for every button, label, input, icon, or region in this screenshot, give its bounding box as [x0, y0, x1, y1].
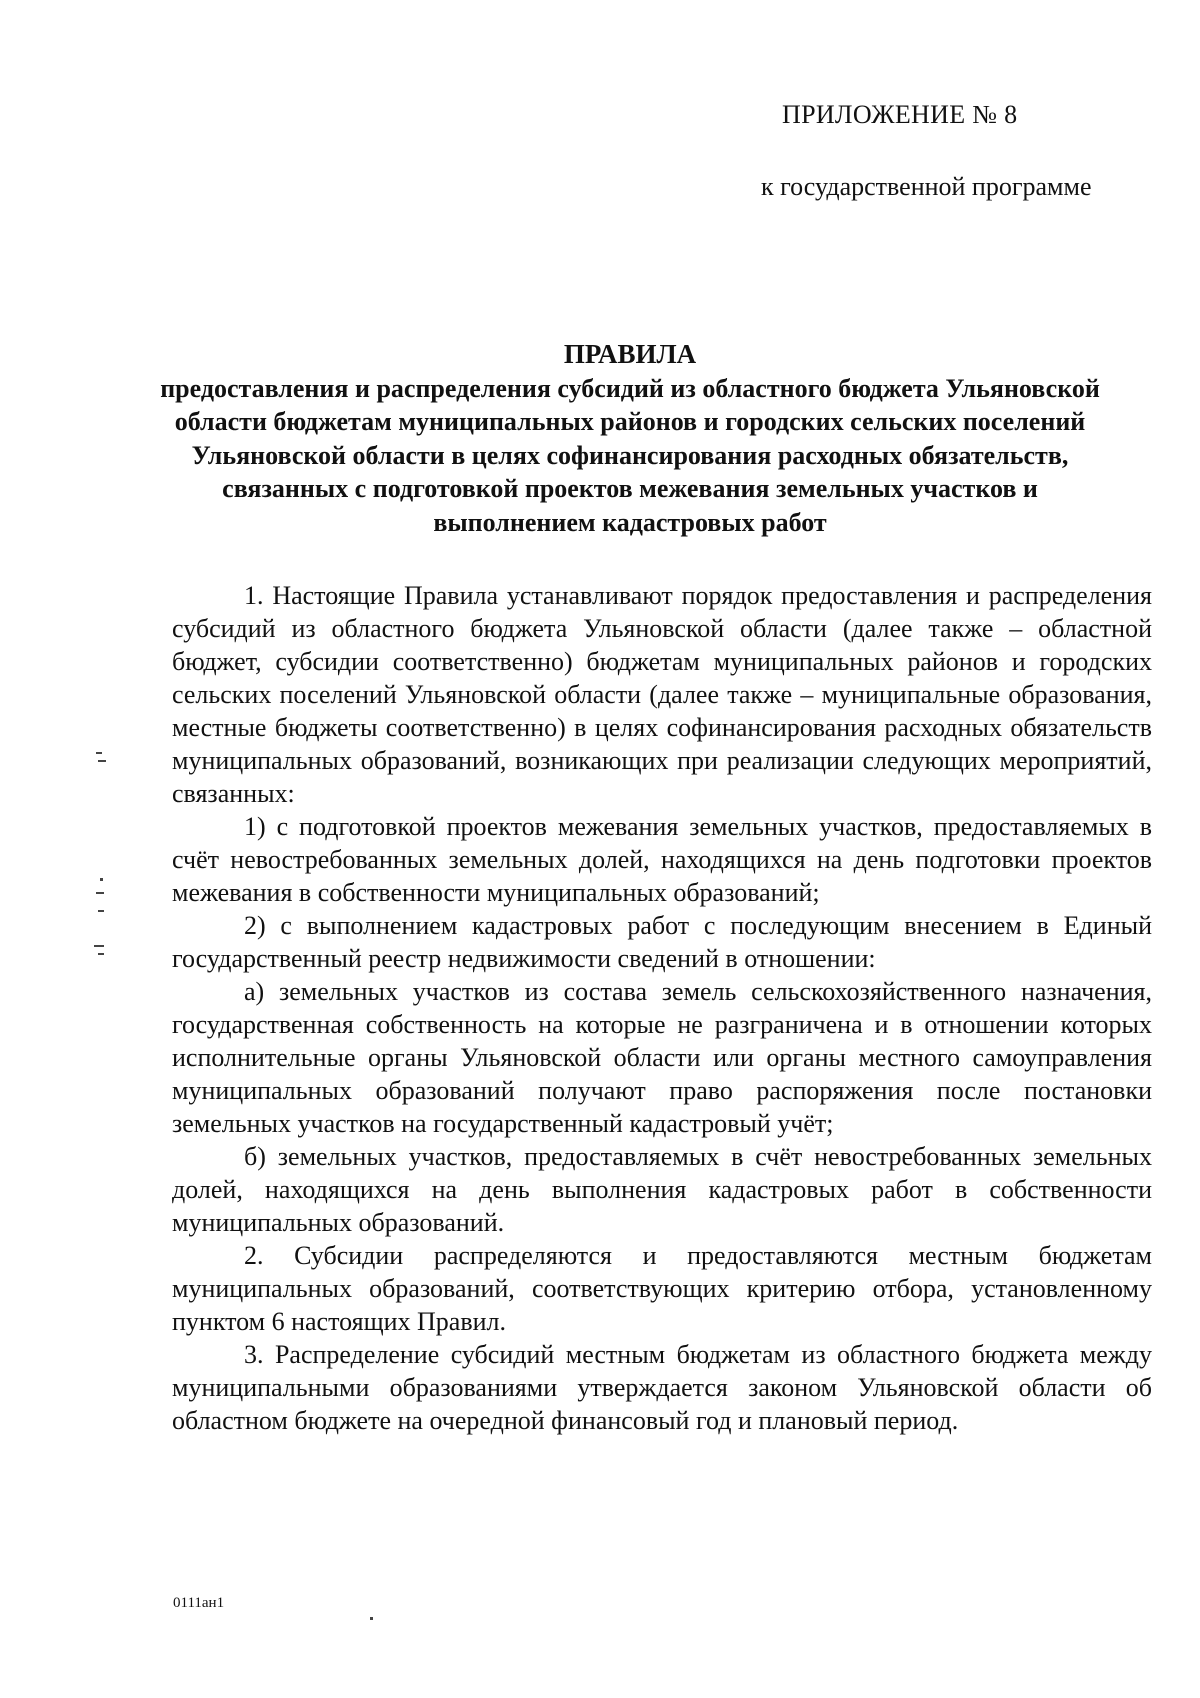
document-body [172, 579, 1152, 1437]
paragraph: 3. Распределение субсидий местным бюджетам из областного бюджета между муниципальными образованиями утверждается законом Ульяновской области об областном бюджете на очередной финансовый год и плановый период. [172, 1340, 1152, 1435]
appendix-subheading: к государственной программе [761, 172, 1092, 201]
paragraph: 1. Настоящие Правила устанавливают порядок предоставления и распределения субсидий из областного бюджета Ульяновской области (далее также – областной бюджет, субсидии соответственно) бюджетам муниципальных районов и городских сельских поселений Ульяновской области (далее также – муниципальные образования, местные бюджеты соответственно) в целях софинансирования расходных обязательств муниципальных образований, возникающих при реализации следующих мероприятий, связанных: [172, 581, 1152, 808]
paragraph: 2. Субсидии распределяются и предоставляются местным бюджетам муниципальных образований, соответствующих критерию отбора, установленному пунктом 6 настоящих Правил. [172, 1241, 1152, 1336]
scan-mark [98, 760, 106, 762]
paragraph: б) земельных участков, предоставляемых в счёт невостребованных земельных долей, находящихся на день выполнения кадастровых работ в собственности муниципальных образований. [172, 1142, 1152, 1237]
paragraph: 1) с подготовкой проектов межевания земельных участков, предоставляемых в счёт невостребованных земельных долей, находящихся на день подготовки проектов межевания в собственности муниципальных образований; [172, 812, 1152, 907]
scan-mark [100, 878, 103, 881]
document-code: 0111ан1 [173, 1595, 225, 1611]
paragraph: а) земельных участков из состава земель сельскохозяйственного назначения, государственная собственность на которые не разграничена и в отношении которых исполнительные органы Ульяновской области или органы местного самоуправления муниципальных образований получают право распоряжения после постановки земельных участков на государственный кадастровый учёт; [172, 977, 1152, 1138]
appendix-heading: ПРИЛОЖЕНИЕ № 8 [782, 100, 1018, 129]
scan-mark [98, 910, 104, 912]
paragraph: 2) с выполнением кадастровых работ с последующим внесением в Единый государственный реестр недвижимости сведений в отношении: [172, 911, 1152, 973]
scan-mark [96, 752, 102, 754]
scan-mark [370, 1617, 373, 1620]
document-title-block [150, 338, 1110, 539]
document-title: ПРАВИЛА [563, 339, 697, 369]
scan-mark [98, 953, 104, 955]
scan-mark [96, 892, 104, 894]
scan-mark [94, 945, 104, 947]
document-subtitle: предоставления и распределения субсидий из областного бюджета Ульяновской области бюджетам муниципальных районов и городских сельских поселений Ульяновской области в целях софинансирования расходных обязательств, связанных с подготовкой проектов межевания земельных участков и выполнением кадастровых работ [160, 373, 1100, 537]
